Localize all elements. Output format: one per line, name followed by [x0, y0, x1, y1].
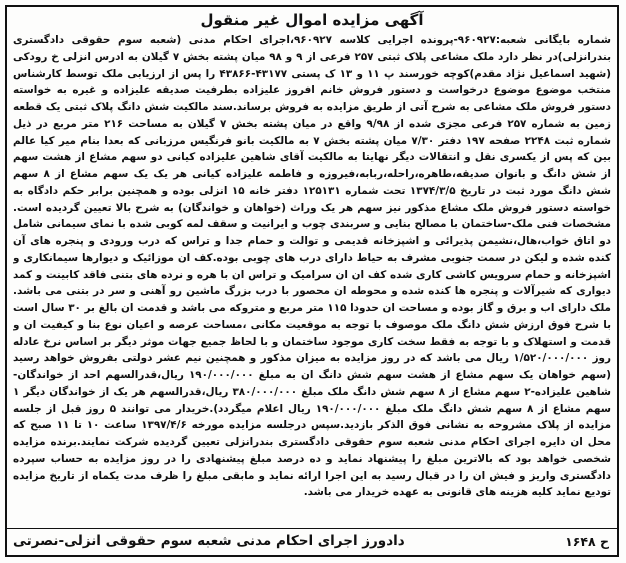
notice-footer — [13, 531, 609, 551]
notice-code-number: ۱۶۴۸ — [565, 533, 596, 549]
footer-divider — [7, 528, 617, 529]
notice-body — [13, 32, 611, 502]
notice-frame — [5, 5, 619, 557]
notice-signature: دادورز اجرای احکام مدنی شعبه سوم حقوقی انزلی-نصرتی — [13, 533, 405, 549]
notice-code-letter: ح — [599, 533, 609, 549]
notice-code — [565, 534, 609, 549]
notice-body-text: شماره بایگانی شعبه:۹۶۰۹۲۷-پرونده اجرایی کلاسه ۹۶۰۹۲۷،اجرای احکام مدنی (شعبه سوم حقوقی دادگستری بندرانزلی)در نظر دارد ملک مشاعی پلاک ثبتی ۲۵۷ فرعی از ۹ و ۹۸ میان پشته بخش ۷ گیلان به ادرس انزلی خ رودکی (شهید اسماعیل نژاد مقدم)کوچه خورسند پ ۱۱ و ۱۳ ک پستی ۴۳۱۷۷-۴۳۸۶۶ را پس از ارزیابی ملک توسط کارشناس منتخب موضوع موضوع درخواست و دستور فروش خانم افروز علیزاده بطرفیت صدیقه علیزاده و غیره به خواسته دستور فروش ملک مشاعی به شرح آتی از طریق مزایده به فروش برساند.سند مالکیت شش دانگ پلاک ثبتی یک قطعه زمین به شماره ۲۵۷ فرعی مجزی شده از ۹/۹۸ واقع در میان پشته بخش ۷ گیلان به مساحت ۲۱۶ متر مربع در ذیل شماره ثبت ۲۲۴۸ صفحه ۱۹۷ دفتر ۷/۳۰ میان پشته بخش ۷ به مالکیت بانو فرنگیس مرزبانی که بعدا بنام میر کیا عالم بین که پس از یکسری نقل و انتقالات دیگر نهایتا به مالکیت آقای شاهین علیزاده کیانی دو سهم مشاع از هشت سهم از شش دانگ و بانوان صدیقه،طاهره،راحله،ربابه،فیروزه و فاطمه علیزاده کیانی هر یک یک سهم مشاع از ۸ سهم شش دانگ مورد ثبت در تاریخ ۱۳۷۴/۳/۵ تحت شماره ۱۲۵۱۳۱ دفتر خانه ۱۵ انزلی بوده و همچنین برابر حکم دادگاه به خواسته دستور فروش ملک مشاع مذکور نیز سهم هر یک وراث (خواهان و خواندگان) به شرح بالا تعیین گردیده است. مشخصات فنی ملک-ساختمان با مصالح بنایی و سربندی چوب و ایرانیت و سقف لمه کوبی شده با نمای سیمانی شامل دو اتاق خواب،هال،نشیمن پذیرائی و اشپزخانه قدیمی و توالت و حمام جدا و تراس که درب ورودی و پنجره های آن کنده شده و لیکن در سمت جنوبی مشرف به حیاط دارای درب های چوبی بوده.کف ان موزائیک و دیوارها سیمانکاری و اشپزخانه و حمام سرویس کاشی کاری شده کف ان ان سرامیک و تراس ان با هره و نرده های بتنی فاقد کابینت و کمد دیواری که شیرآلات و پنجره ها کنده شده و محوطه ان محصور با درب بزرگ ماشین رو آهنی و سر در بتنی می باشد. ملک دارای اب و برق و گاز بوده و مساحت ان حدودا ۱۱۵ متر مربع و متروکه می باشد و قدمت ان بالغ بر ۳۰ سال است با شرح فوق ارزش شش دانگ ملک موصوف با توجه به موقعیت مکانی ،مساحت عرصه و اعیان نوع بنا و کیفیت ان و قدمت و استهلاک و با توجه به فقط سخت کاری موجود ساختمان و با لحاظ جمیع جهات موثر دیگر بر اساس نرخ عادله روز ۱/۵۲۰/۰۰۰/۰۰۰ ریال می باشد که در روز مزایده به میزان مذکور و همچنین نیم عشر دولتی بفروش خواهد رسید (سهم خواهان یک سهم مشاع از هشت سهم شش دانگ ان به مبلغ ۱۹۰/۰۰۰/۰۰۰ ریال،قدرالسهم احد از خواندگان-شاهین علیزاده-۲ سهم مشاع از ۸ سهم شش دانگ ملک مبلغ ۳۸۰/۰۰۰/۰۰۰ ریال،قدرالسهم هر یک از خواندگان دیگر ۱ سهم مشاع از ۸ سهم شش دانگ ملک مبلغ ۱۹۰/۰۰۰/۰۰۰ ریال اعلام میگردد).خریدار می توانند ۵ روز قبل از جلسه مزایده از پلاک مشروحه به نشانی فوق الذکر بازدید.سپس درجلسه مزایده مورخه ۱۳۹۷/۴/۶ ساعت ۱۰ تا ۱۱ صبح که محل ان دایره اجرای احکام مدنی شعبه سوم حقوقی دادگستری بندرانزلی تعیین گردیده شرکت نمایند.برنده مزایده شخصی خواهد بود که بالاترین مبلغ را پیشنهاد نماید و ده درصد مبلغ پیشنهادی را در روز مزایده به حساب سپرده دادگستری واریز و فیش ان را در قبال رسید به این اجرا ارائه نماید و مابقی مبلغ را ظرف مدت یکماه از تاریخ مزایده تودیع نماید کلیه هزینه های قانونی به عهده خریدار می باشد. — [13, 34, 611, 499]
notice-title: آگهی مزایده اموال غیر منقول — [200, 11, 424, 29]
